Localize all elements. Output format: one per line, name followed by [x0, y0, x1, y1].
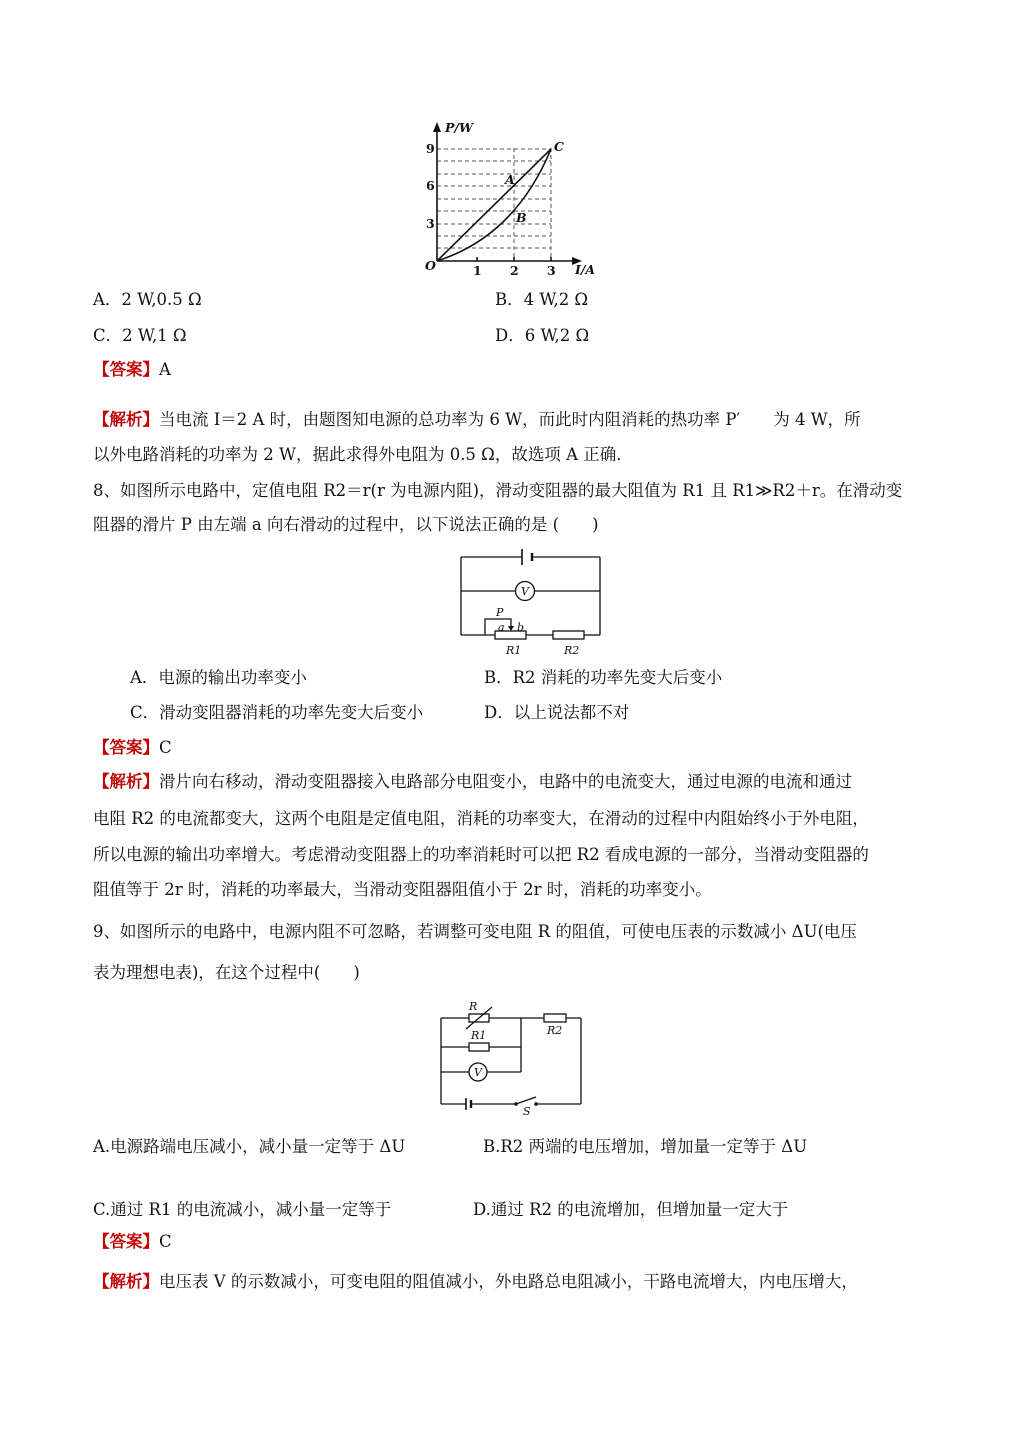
q7-option-c: C．2 W,1 Ω	[93, 326, 187, 345]
voltmeter-symbol: V	[474, 1066, 482, 1079]
x-tick-1: 1	[473, 263, 482, 278]
q8-analysis-line2: 电阻 R2 的电流都变大，这两个电阻是定值电阻，消耗的功率变大，在滑动的过程中内阻始终小于外电阻，	[93, 809, 869, 828]
q8-analysis-line1: 【解析】滑片向右移动，滑动变阻器接入电路部分电阻变小，电路中的电流变大，通过电源的电流和通过	[93, 772, 852, 791]
q7-option-a: A．2 W,0.5 Ω	[93, 290, 202, 309]
q7-analysis-line1: 【解析】当电流 I＝2 A 时，由题图知电源的总功率为 6 W，而此时内阻消耗的热功率 P′ 为 4 W，所	[93, 410, 861, 429]
x-tick-2: 2	[510, 263, 519, 278]
q9-stem-line1: 9、如图所示的电路中，电源内阻不可忽略，若调整可变电阻 R 的阻值，可使电压表的示数减小 ΔU(电压	[93, 922, 857, 941]
q8-analysis-line4: 阻值等于 2r 时，消耗的功率最大，当滑动变阻器阻值小于 2r 时，消耗的功率变小。	[93, 880, 712, 899]
q9-circuit-diagram	[436, 998, 588, 1116]
q8-answer	[93, 740, 172, 757]
y-tick-6: 6	[426, 178, 435, 193]
q8-option-b: B．R2 消耗的功率先变大后变小	[484, 668, 723, 687]
q8-stem-line2: 阻器的滑片 P 由左端 a 向右滑动的过程中，以下说法正确的是 ( )	[93, 515, 599, 534]
q8-option-d: D．以上说法都不对	[484, 703, 630, 722]
answer-value: C	[159, 1232, 172, 1251]
q7-answer	[93, 362, 171, 379]
q9-option-c: C.通过 R1 的电流减小，减小量一定等于	[93, 1200, 392, 1219]
q7-option-b: B．4 W,2 Ω	[495, 290, 589, 309]
point-a-label: A	[505, 172, 515, 187]
answer-value: C	[159, 738, 172, 757]
y-tick-9: 9	[426, 141, 435, 156]
analysis-tag: 【解析】	[93, 772, 159, 791]
r2-label: R2	[564, 644, 580, 657]
q9-option-a: A.电源路端电压减小，减小量一定等于 ΔU	[93, 1137, 406, 1156]
q8-circuit-diagram	[455, 546, 607, 658]
switch-label: S	[523, 1105, 531, 1116]
q7-analysis-line2: 以外电路消耗的功率为 2 W，据此求得外电阻为 0.5 Ω，故选项 A 正确．	[93, 445, 633, 464]
analysis-tag: 【解析】	[93, 410, 159, 429]
origin-label: O	[425, 258, 436, 273]
r1-label: R1	[506, 644, 522, 657]
q8-option-a: A．电源的输出功率变小	[130, 668, 307, 687]
q9-option-d: D.通过 R2 的电流增加，但增加量一定大于	[473, 1200, 789, 1219]
q8-option-c: C．滑动变阻器消耗的功率先变大后变小	[130, 703, 424, 722]
voltmeter-symbol: V	[521, 585, 529, 598]
answer-value: A	[159, 360, 171, 379]
analysis-tag: 【解析】	[93, 1272, 159, 1291]
point-c-label: C	[554, 139, 564, 154]
x-axis-label: I/A	[575, 262, 596, 277]
r1-label: R1	[471, 1029, 487, 1042]
answer-tag: 【答案】	[93, 1232, 159, 1251]
r2-label: R2	[547, 1024, 563, 1037]
q9-analysis-line1: 【解析】电压表 V 的示数减小，可变电阻的阻值减小，外电路总电阻减小，干路电流增大，内电压增大，	[93, 1272, 858, 1291]
q9-option-b: B.R2 两端的电压增加，增加量一定等于 ΔU	[483, 1137, 808, 1156]
r-label: R	[469, 1000, 478, 1013]
answer-tag: 【答案】	[93, 360, 159, 379]
q8-stem-line1: 8、如图所示电路中，定值电阻 R2＝r(r 为电源内阻)，滑动变阻器的最大阻值为 R1 且 R1≫R2＋r。在滑动变	[93, 481, 903, 500]
q8-analysis-line3: 所以电源的输出功率增大。考虑滑动变阻器上的功率消耗时可以把 R2 看成电源的一部分，当滑动变阻器的	[93, 845, 869, 864]
y-tick-3: 3	[426, 216, 435, 231]
point-b-label: B	[516, 210, 527, 225]
q9-answer	[93, 1234, 172, 1251]
y-axis-label: P/W	[445, 120, 474, 135]
x-tick-3: 3	[547, 263, 556, 278]
q9-stem-line2: 表为理想电表)，在这个过程中( )	[93, 963, 360, 982]
power-current-graph	[420, 118, 600, 280]
slider-p-label: P	[496, 606, 504, 619]
q7-option-d: D．6 W,2 Ω	[495, 326, 590, 345]
end-a-label: a	[498, 621, 505, 634]
answer-tag: 【答案】	[93, 738, 159, 757]
end-b-label: b	[517, 621, 525, 634]
